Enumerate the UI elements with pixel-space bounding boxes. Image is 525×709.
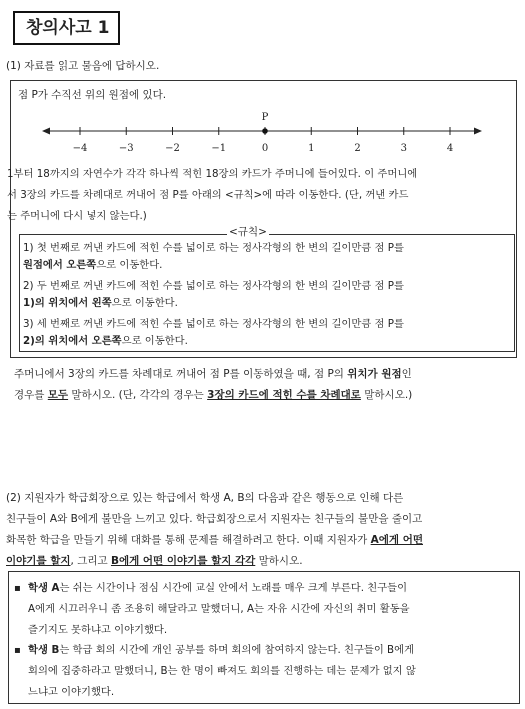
question-1-label: (1) 자료를 읽고 물음에 답하시오.	[6, 60, 160, 72]
paragraph-line: 1부터 18까지의 자연수가 각각 하나씩 적힌 18장의 카드가 주머니에 들어있다. 이 주머니에	[7, 168, 418, 180]
rule-item-3: 3) 세 번째로 꺼낸 카드에 적힌 수를 넓이로 하는 정사각형의 한 변의 길이만큼 점 P를 2)의 위치에서 오른쪽으로 이동한다.	[23, 318, 404, 347]
paragraph-line: 서 3장의 카드를 차례대로 꺼내어 점 P를 아래의 <규칙>에 따라 이동한다. (단, 꺼낸 카드	[7, 189, 409, 201]
number-line-tick-label: −1	[211, 143, 227, 154]
number-line-tick-label: −4	[72, 143, 88, 154]
bullet-icon: ▪	[14, 583, 21, 594]
student-a-item: ▪ 학생 A는 쉬는 시간이나 점심 시간에 교실 안에서 노래를 매우 크게 부른다. 친구들이 A에게 시끄러우니 좀 조용히 해달라고 말했더니, A는 자유 시간에 자신의 취미 활동을 즐기지도 못하냐고 이야기했다.	[14, 578, 514, 641]
number-line	[42, 108, 482, 158]
rule-item-2: 2) 두 번째로 꺼낸 카드에 적힌 수를 넓이로 하는 정사각형의 한 변의 길이만큼 점 P를 1)의 위치에서 왼쪽으로 이동한다.	[23, 280, 404, 309]
question-1-prompt: 주머니에서 3장의 카드를 차례대로 꺼내어 점 P를 이동하였을 때, 점 P의 위치가 원점인 경우를 모두 말하시오. (단, 각각의 경우는 3장의 카드에 적힌 수를 차례대로 말하시오.)	[14, 368, 413, 401]
paragraph-line: 는 주머니에 다시 넣지 않는다.)	[7, 210, 147, 222]
rule-item-1: 1) 첫 번째로 꺼낸 카드에 적힌 수를 넓이로 하는 정사각형의 한 변의 길이만큼 점 P를 원점에서 오른쪽으로 이동한다.	[23, 242, 404, 271]
page-title: 창의사고 1	[13, 11, 120, 45]
number-line-tick-label: 2	[354, 143, 361, 154]
number-line-tick-label: 1	[308, 143, 315, 154]
number-line-tick-label: 3	[400, 143, 407, 154]
rule-title: <규칙>	[229, 226, 267, 238]
number-line-tick-label: 4	[446, 143, 454, 154]
number-line-tick-label: −3	[118, 143, 134, 154]
student-b-item: ▪ 학생 B는 학급 회의 시간에 개인 공부를 하며 회의에 참여하지 않는다. 친구들이 B에게 회의에 집중하라고 말했더니, B는 한 명이 빠져도 회의를 진행하는 데는 문제가 없지 않 느냐고 이야기했다.	[14, 640, 514, 703]
point-p-label: P	[261, 112, 269, 123]
bullet-icon: ▪	[14, 645, 21, 656]
material-paragraph	[7, 164, 504, 227]
material-intro: 점 P가 수직선 위의 원점에 있다.	[18, 89, 167, 101]
number-line-tick-label: 0	[261, 143, 269, 154]
number-line-tick-label: −2	[165, 143, 180, 154]
point-p-marker	[262, 128, 268, 134]
question-2-prompt: (2) 지원자가 학급회장으로 있는 학급에서 학생 A, B의 다음과 같은 행동으로 인해 다른 친구들이 A와 B에게 불만을 느끼고 있다. 학급회장으로서 지원자는 친구들의 불만을 줄이고 화목한 학급을 만들기 위해 대화를 통해 문제를 해결하려고 한다. 이때 지원자가 A에게 어떤 이야기를 할지, 그리고 B에게 어떤 이야기를 할지 각각 말하시오.	[6, 492, 423, 567]
